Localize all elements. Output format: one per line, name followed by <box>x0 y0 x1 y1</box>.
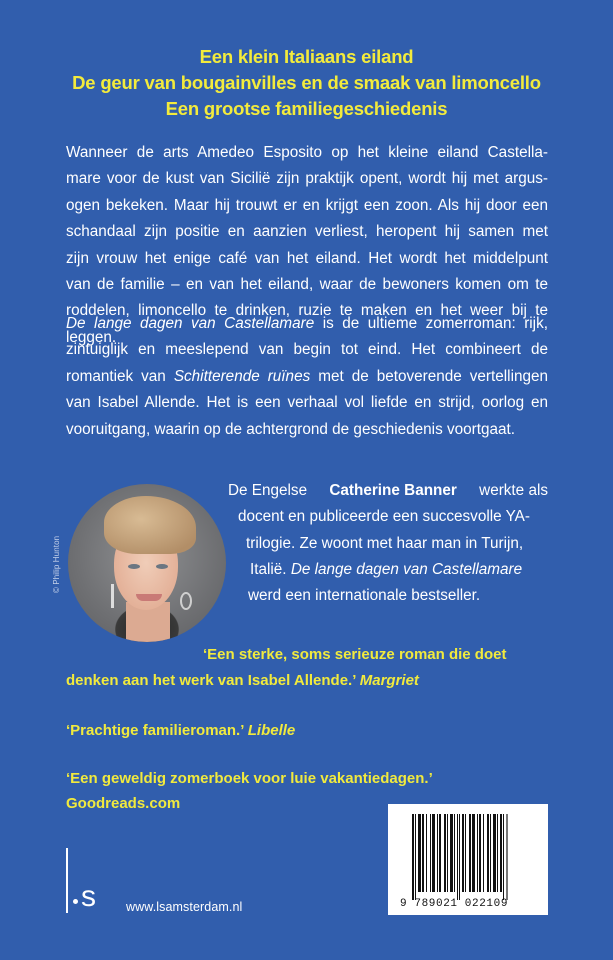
pitch-text: met de betoverende vertellingen <box>310 367 549 385</box>
author-name: Catherine Banner <box>329 482 457 499</box>
logo-dot <box>73 899 78 904</box>
synopsis-line: zijn vrouw het enige café van het eiland. Het wordt het middelpunt <box>66 249 548 267</box>
barcode-bars <box>412 814 526 900</box>
synopsis-line: van de familie – en van het eiland, waar de bewoners komen om te <box>66 276 548 294</box>
headline-line: De geur van bougainvilles en de smaak van limoncello <box>72 72 541 93</box>
review-quote-1 <box>66 668 419 694</box>
pitch-line: van Isabel Allende. Het is een verhaal vol liefde en strijd, oorlog en <box>66 394 548 412</box>
review-source: Goodreads.com <box>66 795 181 812</box>
bio-line: trilogie. Ze woont met haar man in Turijn, <box>246 535 524 552</box>
synopsis-line: leggen. <box>66 328 117 346</box>
publisher-website[interactable]: www.lsamsterdam.nl <box>126 900 243 914</box>
review-source: Margriet <box>359 672 419 689</box>
publisher-logo <box>64 848 114 916</box>
book-title: De lange dagen van Castellamare <box>290 561 523 578</box>
photo-credit: © Philip Hunton <box>52 535 61 593</box>
pitch-text: is de ultieme zomerroman: rijk, <box>314 315 548 332</box>
review-source: Libelle <box>247 722 296 739</box>
bio-line: werd een internationale bestseller. <box>248 587 481 604</box>
logo-letter: s <box>81 880 96 913</box>
pitch-line: zintuiglijk en meeslepend van begin tot eind. Het combineert de <box>66 341 548 359</box>
review-quote-1: ‘Een sterke, soms serieuze roman die doet <box>203 646 507 663</box>
synopsis-line: roddelen, limoncello te drinken, ruzie te maken en het weer bij te <box>66 302 548 320</box>
isbn-number: 9 789021 022109 <box>400 898 509 910</box>
review-quote-3: ‘Een geweldig zomerboek voor luie vakantiedagen.’ <box>66 770 433 787</box>
bio-text: werkte als <box>479 482 548 499</box>
headline-line: Een klein Italiaans eiland <box>199 46 414 67</box>
synopsis-line: Wanneer de arts Amedeo Esposito op het kleine eiland Castella- <box>66 144 548 161</box>
quote-text: denken aan het werk van Isabel Allende.’ <box>66 672 360 689</box>
logo-bar <box>66 848 68 913</box>
synopsis-line: ogen bekeken. Maar hij trouwt er en krijgt een zoon. Als hij door een <box>66 196 548 214</box>
quote-text: ‘Prachtige familieroman.’ <box>66 722 248 739</box>
bio-text: Italië. <box>250 561 291 578</box>
bio-line: docent en publiceerde een succesvolle YA- <box>238 508 530 525</box>
book-title: De lange dagen van Castellamare <box>66 315 315 332</box>
bio-text: De Engelse <box>228 482 308 499</box>
pitch-text: romantiek van <box>66 367 174 385</box>
pitch-line: vooruitgang, waarin op de achtergrond de geschiedenis voortgaat. <box>66 420 516 438</box>
isbn-barcode <box>388 804 548 915</box>
headline-line: Een grootse familiegeschiedenis <box>165 98 448 119</box>
synopsis-line: schandaal zijn positie en aanzien verliest, heropent hij samen met <box>66 223 548 241</box>
referenced-book-title: Schitterende ruïnes <box>173 367 311 385</box>
review-quote-2 <box>66 718 295 744</box>
synopsis-line: mare voor de kust van Sicilië zijn praktijk opent, wordt hij met argus- <box>66 170 548 188</box>
